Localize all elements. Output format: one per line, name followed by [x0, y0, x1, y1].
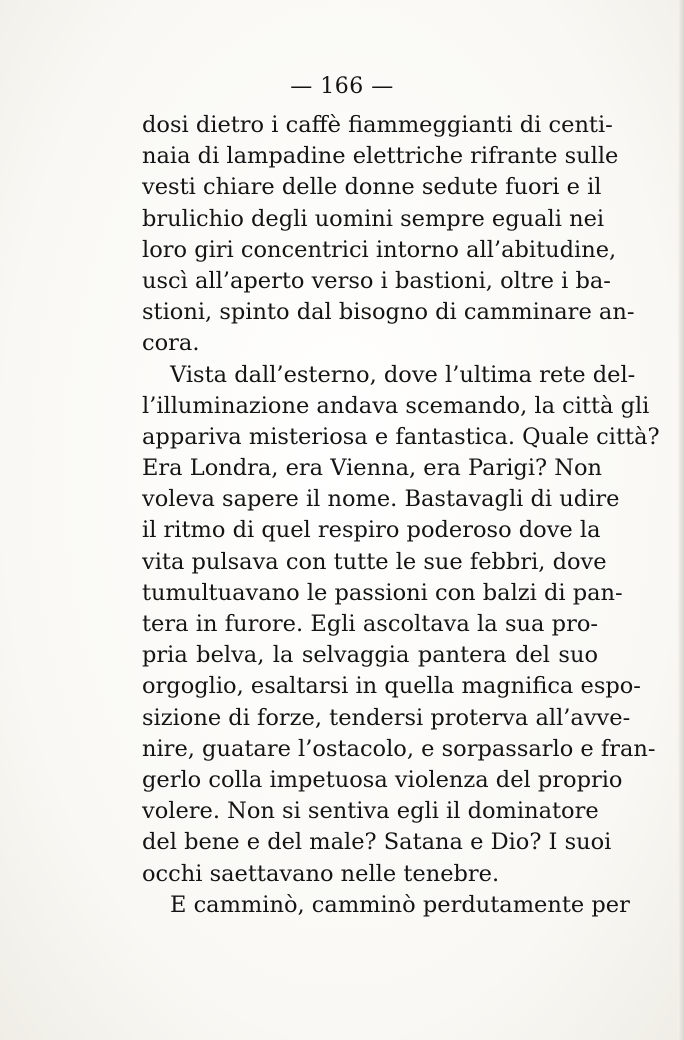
- text-line: dosi dietro i caffè fiammeggianti di centi-: [142, 112, 613, 138]
- text-line: orgoglio, esaltarsi in quella magnifica espo-: [142, 673, 641, 700]
- text-line: tumultuavano le passioni con balzi di pan-: [142, 579, 623, 606]
- text-line: Era Londra, era Vienna, era Parigi? Non: [142, 455, 602, 482]
- text-line: brulichio degli uomini sempre eguali nei: [142, 205, 605, 232]
- text-line: tera in furore. Egli ascoltava la sua pro-: [142, 611, 598, 637]
- text-line: del bene e del male? Satana e Dio? I suoi: [142, 829, 612, 856]
- paragraph-3: [142, 890, 630, 921]
- text-line: occhi saettavano nelle tenebre.: [142, 860, 500, 887]
- text-line: volere. Non si sentiva egli il dominatore: [142, 798, 599, 825]
- text-line: uscì all’aperto verso i bastioni, oltre i ba-: [142, 267, 611, 294]
- text-line: E camminò, camminò perdutamente per: [170, 891, 630, 918]
- text-line: pria belva, la selvaggia pantera del suo: [142, 642, 598, 669]
- text-line: nire, guatare l’ostacolo, e sorpassarlo e fran-: [142, 735, 656, 762]
- text-line: vesti chiare delle donne sedute fuori e il: [142, 174, 602, 201]
- text-line: stioni, spinto dal bisogno di camminare an-: [142, 299, 635, 326]
- text-line: loro giri concentrici intorno all’abitudine,: [142, 236, 617, 263]
- text-line: l’illuminazione andava scemando, la città gli: [142, 392, 650, 419]
- text-line: appariva misteriosa e fantastica. Quale città?: [142, 423, 660, 450]
- text-line: voleva sapere il nome. Bastavagli di udire: [142, 486, 620, 513]
- page-number: — 166 —: [290, 74, 394, 99]
- text-line: cora.: [142, 330, 200, 357]
- paragraph-1: [142, 110, 635, 360]
- text-line: Vista dall’esterno, dove l’ultima rete del-: [170, 361, 636, 388]
- text-line: gerlo colla impetuosa violenza del proprio: [142, 766, 623, 793]
- text-line: sizione di forze, tendersi proterva all’avve-: [142, 704, 631, 731]
- text-line: il ritmo di quel respiro poderoso dove la: [142, 517, 601, 544]
- text-line: naia di lampadine elettriche rifrante sulle: [142, 143, 619, 170]
- paragraph-2: [142, 360, 660, 890]
- body-text: [142, 110, 660, 921]
- page-edge: [678, 0, 684, 1040]
- text-line: vita pulsava con tutte le sue febbri, dove: [142, 548, 607, 575]
